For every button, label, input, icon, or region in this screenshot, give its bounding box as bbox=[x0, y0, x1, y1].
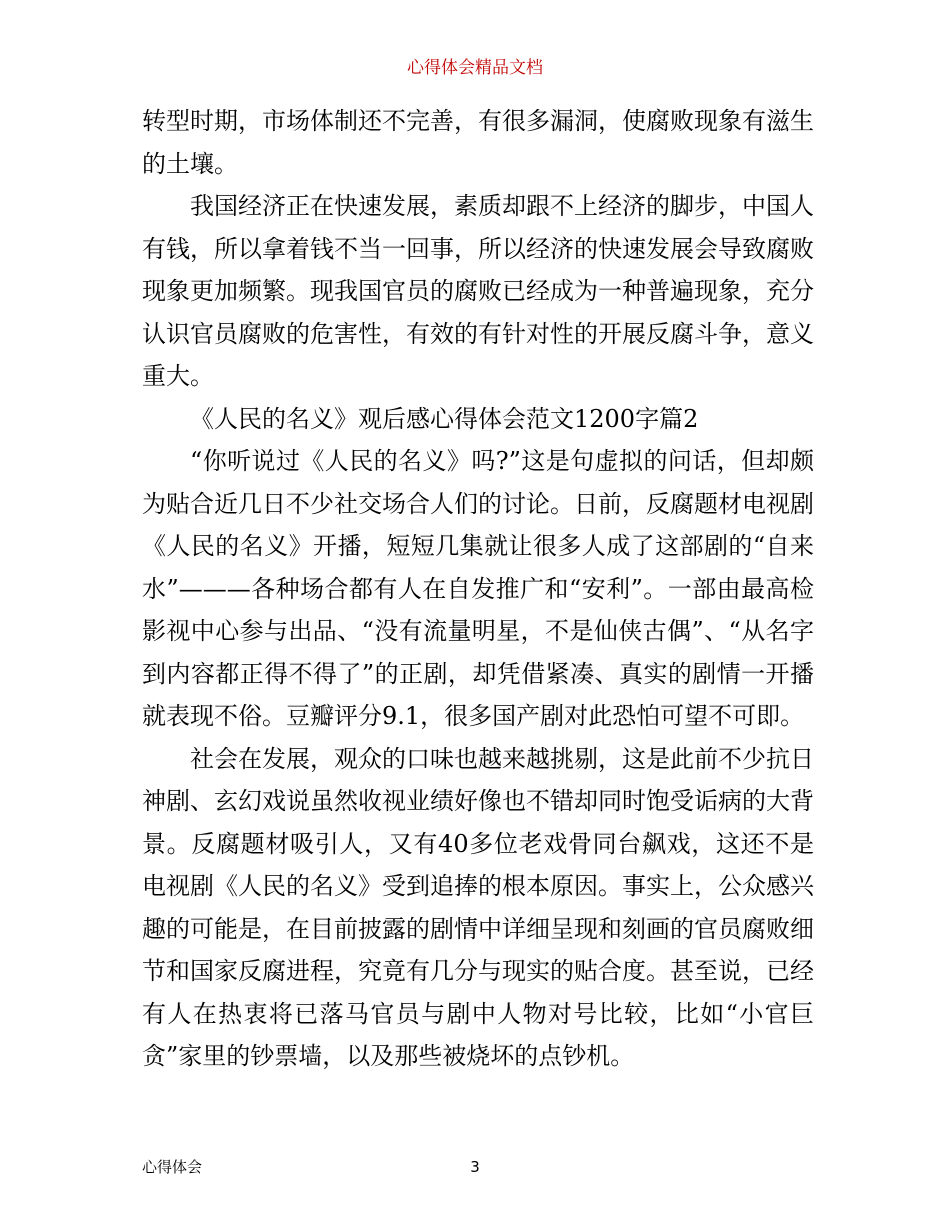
section-heading: 《人民的名义》观后感心得体会范文1200字篇2 bbox=[190, 404, 699, 433]
paragraph-continuation: 转型时期，市场体制还不完善，有很多漏洞，使腐败现象有滋生的土壤。 bbox=[142, 107, 814, 178]
page-header-title: 心得体会精品文档 bbox=[407, 58, 543, 78]
document-body bbox=[142, 100, 814, 1078]
paragraph-tv-drama: “你听说过《人民的名义》吗?”这是句虚拟的问话，但却颇为贴合近几日不少社交场合人们的讨论。日前，反腐题材电视剧《人民的名义》开播，短短几集就让很多人成了这部剧的“自来水”———各种场合都有人在自发推广和“安利”。一部由最高检影视中心参与出品、“没有流量明星，不是仙侠古偶”、“从名字到内容都正得不得了”的正剧，却凭借紧凑、真实的剧情一开播就表现不俗。豆瓣评分9.1，很多国产剧对此恐怕可望不可即。 bbox=[142, 447, 814, 730]
footer-label: 心得体会 bbox=[142, 1158, 203, 1176]
page-number: 3 bbox=[470, 1158, 480, 1176]
paragraph-economy: 我国经济正在快速发展，素质却跟不上经济的脚步，中国人有钱，所以拿着钱不当一回事，所以经济的快速发展会导致腐败现象更加频繁。现我国官员的腐败已经成为一种普遍现象，充分认识官员腐败的危害性，有效的有针对性的开展反腐斗争，意义重大。 bbox=[142, 192, 814, 390]
paragraph-society: 社会在发展，观众的口味也越来越挑剔，这是此前不少抗日神剧、玄幻戏说虽然收视业绩好像也不错却同时饱受诟病的大背景。反腐题材吸引人，又有40多位老戏骨同台飙戏，这还不是电视剧《人民的名义》受到追捧的根本原因。事实上，公众感兴趣的可能是，在目前披露的剧情中详细呈现和刻画的官员腐败细节和国家反腐进程，究竟有几分与现实的贴合度。甚至说，已经有人在热衷将已落马官员与剧中人物对号比较，比如“小官巨贪”家里的钞票墙，以及那些被烧坏的点钞机。 bbox=[142, 744, 814, 1070]
